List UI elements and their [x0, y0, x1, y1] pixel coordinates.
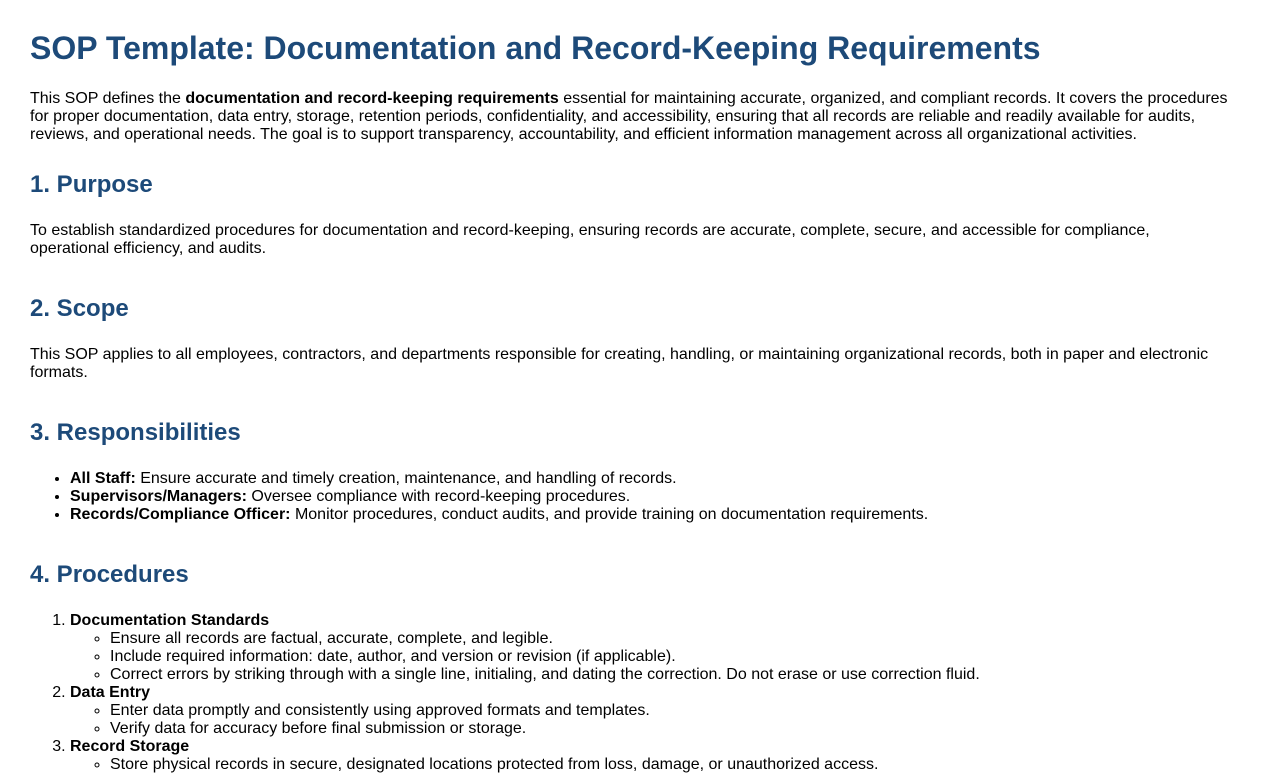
sop-document [0, 30, 1263, 774]
responsibilities-list [30, 470, 1233, 524]
list-item: ◦ Verify data for accuracy before final submission or storage. [110, 720, 1233, 738]
role-label: All Staff: [70, 470, 136, 487]
list-item [70, 488, 1233, 506]
list-item [70, 506, 1233, 524]
procedure-step-title: Record Storage [70, 738, 190, 755]
procedure-substeps [70, 756, 1233, 774]
list-item [70, 470, 1233, 488]
section-heading-scope: 2. Scope [30, 295, 129, 322]
role-description: Monitor procedures, conduct audits, and provide training on documentation requirements. [290, 506, 929, 523]
intro-paragraph [30, 90, 1233, 144]
procedure-substeps [70, 630, 1233, 684]
list-item: ◦ Store physical records in secure, designated locations protected from loss, damage, or unauthorized access. [110, 756, 1233, 774]
role-description: Ensure accurate and timely creation, maintenance, and handling of records. [135, 470, 677, 487]
procedure-step [70, 612, 1233, 684]
procedure-step-title: Data Entry [70, 684, 151, 701]
section-heading-procedures: 4. Procedures [30, 561, 189, 588]
section-heading-purpose: 1. Purpose [30, 171, 153, 198]
list-item: ◦ Ensure all records are factual, accurate, complete, and legible. [110, 630, 1233, 648]
purpose-paragraph: To establish standardized procedures for documentation and record-keeping, ensuring records are accurate, complete, secure, and accessible for compliance, operational efficiency, and audits. [30, 222, 1150, 257]
role-label: Supervisors/Managers: [70, 488, 247, 505]
list-item: ◦ Enter data promptly and consistently using approved formats and templates. [110, 702, 1233, 720]
procedure-step [70, 738, 1233, 774]
page-title: SOP Template: Documentation and Record-Keeping Requirements [30, 30, 1041, 66]
procedures-list [30, 612, 1233, 774]
procedure-step-title: Documentation Standards [70, 612, 270, 629]
role-label: Records/Compliance Officer: [70, 506, 291, 523]
section-heading-responsibilities: 3. Responsibilities [30, 419, 241, 446]
procedure-step [70, 684, 1233, 738]
list-item: ◦ Include required information: date, author, and version or revision (if applicable). [110, 648, 1233, 666]
scope-paragraph: This SOP applies to all employees, contractors, and departments responsible for creating, handling, or maintaining organizational records, both in paper and electronic formats. [30, 346, 1209, 381]
intro-text-bold: documentation and record-keeping requirements [185, 90, 559, 107]
intro-text-before: This SOP defines the [30, 90, 186, 107]
role-description: Oversee compliance with record-keeping procedures. [246, 488, 631, 505]
procedure-substeps [70, 702, 1233, 738]
intro-text-after: essential for maintaining accurate, organized, and compliant records. It covers the procedures for proper documentation, data entry, storage, retention periods, confidentiality, and accessibility, ensuring that all records are reliable and readily available for audits, reviews, and operational needs. The goal is to support transparency, accountability, and efficient information management across all organizational activities. [30, 90, 1228, 143]
list-item: ◦ Correct errors by striking through with a single line, initialing, and dating the correction. Do not erase or use correction fluid. [110, 666, 1233, 684]
